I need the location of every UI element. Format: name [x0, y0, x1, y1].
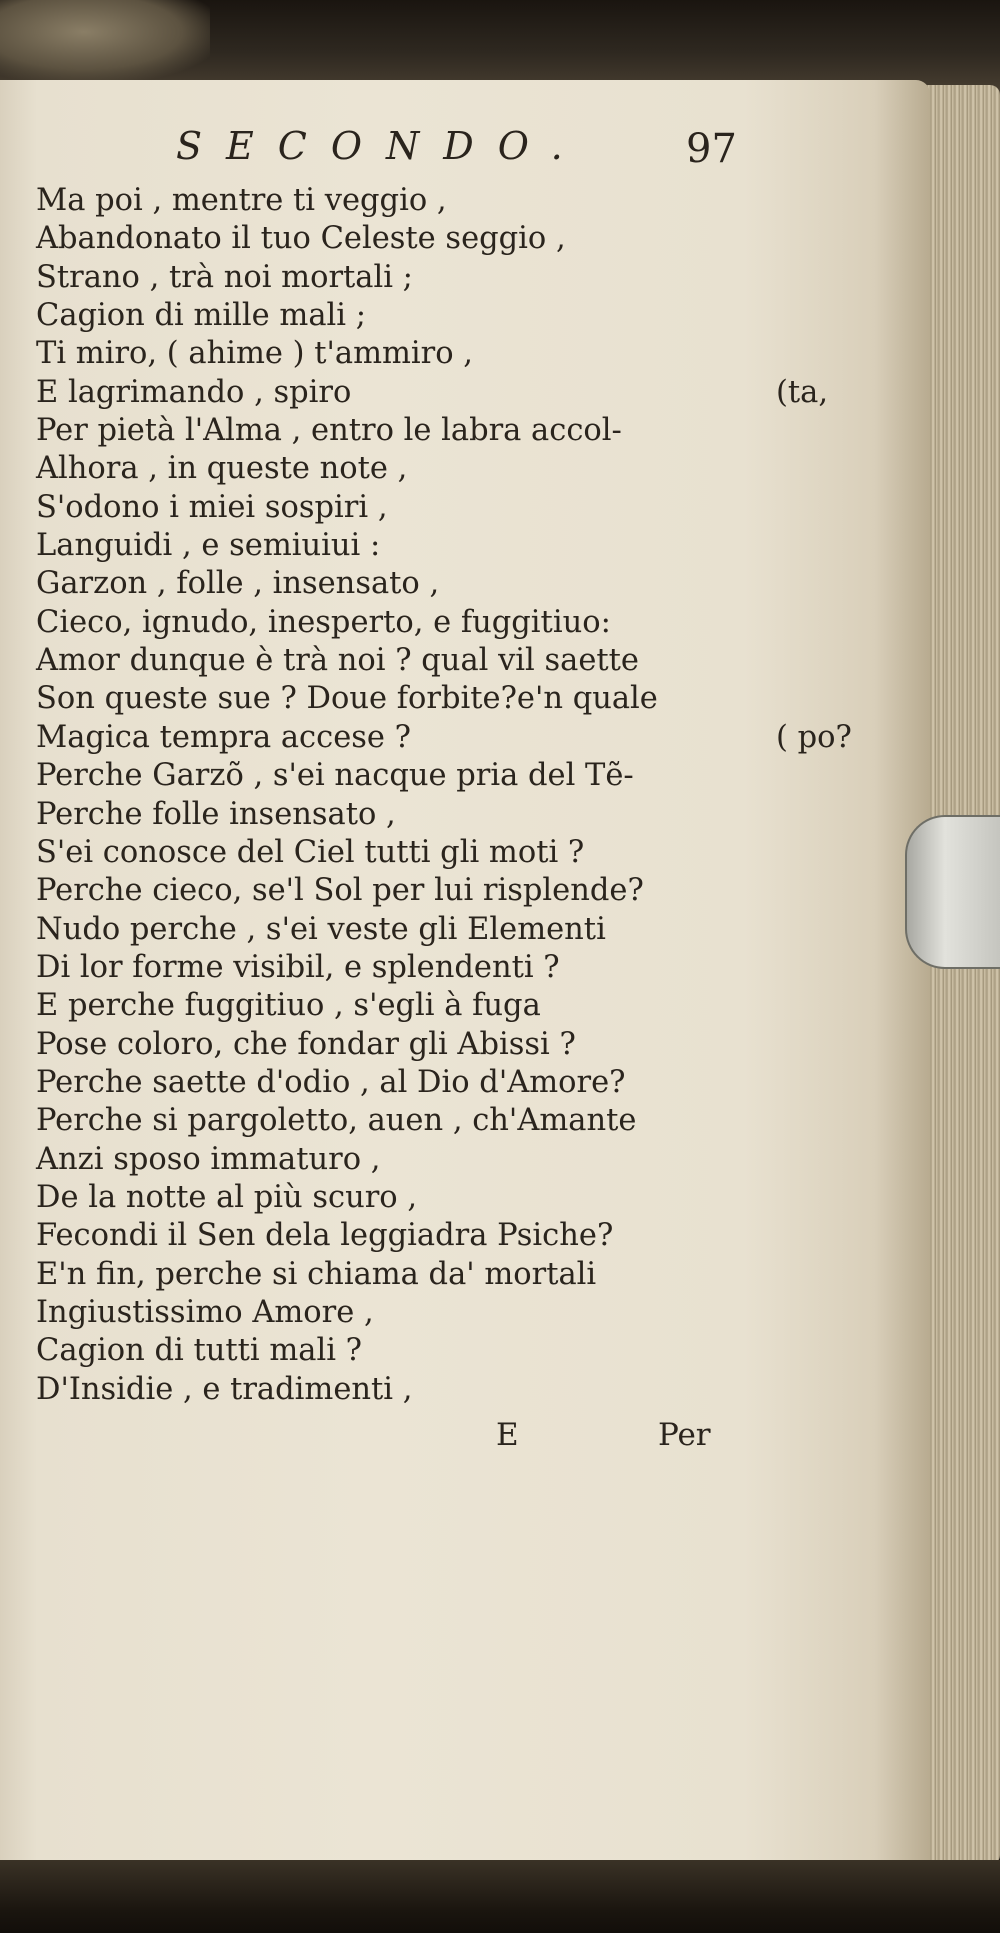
verse-line-text: Perche si pargoletto, auen , ch'Amante: [36, 1103, 637, 1139]
verse-line-text: Ti miro, ( ahime ) t'ammiro ,: [36, 336, 473, 372]
verse-line-text: Per pietà l'Alma , entro le labra accol-: [36, 413, 622, 449]
verse-line: [36, 1332, 856, 1370]
verse-line-text: Amor dunque è trà noi ? qual vil saette: [36, 643, 639, 679]
verse-line: [36, 872, 856, 910]
verse-line: [36, 1064, 856, 1102]
verse-line: [36, 1256, 856, 1294]
verse-line-text: Garzon , folle , insensato ,: [36, 566, 440, 602]
verse-line: [36, 489, 856, 527]
verse-line: [36, 220, 856, 258]
verse-line: [36, 949, 856, 987]
verse-line-text: Languidi , e semiuiui :: [36, 528, 381, 564]
verse-line: [36, 719, 856, 757]
verse-line-text: Nudo perche , s'ei veste gli Elementi: [36, 911, 606, 947]
verse-line-text: D'Insidie , e tradimenti ,: [36, 1371, 413, 1407]
verse-line: [36, 1026, 856, 1064]
verse-line-text: Ingiustissimo Amore ,: [36, 1294, 374, 1330]
verse-line: [36, 182, 856, 220]
verse-line-text: Perche folle insensato ,: [36, 796, 396, 832]
verse-line: [36, 527, 856, 565]
verse-line-text: Son queste sue ? Doue forbite?e'n quale: [36, 681, 658, 717]
verse-line: [36, 757, 856, 795]
verse-line: [36, 834, 856, 872]
verse-line-text: Strano , trà noi mortali ;: [36, 259, 413, 295]
verse-line: [36, 1371, 856, 1409]
verse-line-text: Cagion di tutti mali ?: [36, 1333, 362, 1369]
verse-line: [36, 604, 856, 642]
verse-line: [36, 374, 856, 412]
page-number: 97: [686, 126, 737, 172]
verse-line-turnover: (ta,: [776, 374, 829, 410]
verse-line-text: E lagrimando , spiro: [36, 374, 352, 410]
verse-line-text: S'ei conosce del Ciel tutti gli moti ?: [36, 834, 585, 870]
verse-line: [36, 297, 856, 335]
verse-line: [36, 1141, 856, 1179]
page-header: [36, 124, 856, 180]
verse-line-text: Cagion di mille mali ;: [36, 298, 366, 334]
verse-line-text: Ma poi , mentre ti veggio ,: [36, 183, 447, 218]
verse-line: [36, 1217, 856, 1255]
catchword: Per: [658, 1417, 711, 1453]
verse-lines: [36, 182, 856, 1409]
verse-line-text: Perche cieco, se'l Sol per lui risplende?: [36, 873, 644, 909]
verse-line: [36, 987, 856, 1025]
signature-mark: E: [496, 1417, 519, 1453]
bottom-binding: [0, 1860, 1000, 1933]
verse-line-text: Fecondi il Sen dela leggiadra Psiche?: [36, 1218, 614, 1254]
verse-line: [36, 680, 856, 718]
verse-line-text: Di lor forme visibil, e splendenti ?: [36, 949, 560, 985]
catchword-row: [36, 1409, 856, 1461]
verse-line-turnover: ( po?: [776, 719, 852, 755]
verse-line: [36, 1179, 856, 1217]
verse-line: [36, 1102, 856, 1140]
verse-line-text: Perche saette d'odio , al Dio d'Amore?: [36, 1064, 626, 1100]
verse-line: [36, 450, 856, 488]
binding-cord: [0, 0, 210, 80]
verse-line: [36, 642, 856, 680]
verse-line: [36, 911, 856, 949]
verse-line-text: Anzi sposo immaturo ,: [36, 1141, 381, 1177]
verse-line-text: Abandonato il tuo Celeste seggio ,: [36, 221, 566, 257]
verse-line-text: Cieco, ignudo, inesperto, e fuggitiuo:: [36, 604, 611, 640]
verse-line: [36, 565, 856, 603]
verse-line-text: E perche fuggitiuo , s'egli à fuga: [36, 988, 541, 1024]
verse-line-text: Magica tempra accese ?: [36, 719, 412, 755]
verse-line-text: Perche Garzõ , s'ei nacque pria del Tẽ-: [36, 758, 634, 794]
verse-line-text: Pose coloro, che fondar gli Abissi ?: [36, 1026, 576, 1062]
verse-line-text: E'n fin, perche si chiama da' mortali: [36, 1256, 597, 1292]
verse-line-text: De la notte al più scuro ,: [36, 1179, 418, 1215]
page-tab-marker: [905, 815, 1000, 969]
page-text: [36, 124, 856, 1461]
verse-line-text: Alhora , in queste note ,: [36, 451, 408, 487]
verse-line: [36, 259, 856, 297]
verse-line: [36, 1294, 856, 1332]
verse-line: [36, 335, 856, 373]
verse-line: [36, 412, 856, 450]
running-head: SECONDO.: [176, 124, 587, 168]
verse-line: [36, 796, 856, 834]
verse-line-text: S'odono i miei sospiri ,: [36, 489, 388, 525]
